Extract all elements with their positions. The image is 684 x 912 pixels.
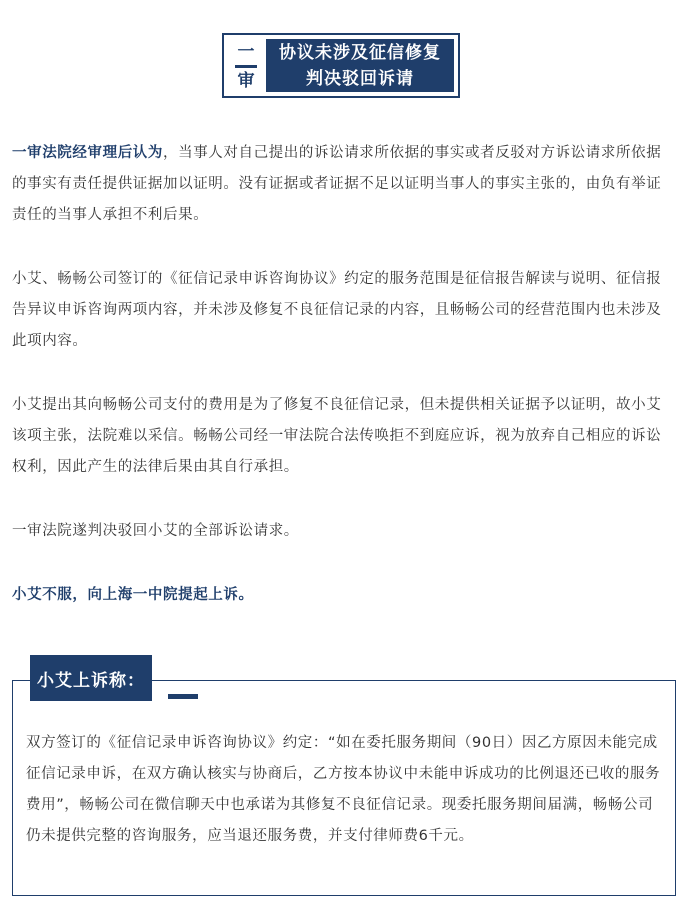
badge-divider xyxy=(235,65,257,68)
paragraph-court-reasoning xyxy=(12,138,672,231)
appeal-tab-label: 小艾上诉称： xyxy=(30,655,152,701)
paragraph-evidence: 小艾提出其向畅畅公司支付的费用是为了修复不良征信记录，但未提供相关证据予以证明，故小艾该项主张，法院难以采信。畅畅公司经一审法院合法传唤拒不到庭应诉，视为放弃自己相应的诉讼权利，因此产生的法律后果由其自行承担。 xyxy=(12,397,662,475)
section-badge xyxy=(222,33,460,98)
section-title xyxy=(266,39,454,92)
highlight-court-finding: 一审法院经审理后认为 xyxy=(12,145,163,161)
paragraph-agreement-scope: 小艾、畅畅公司签订的《征信记录申诉咨询协议》约定的服务范围是征信报告解读与说明、征信报告异议申诉咨询两项内容，并未涉及修复不良征信记录的内容，且畅畅公司的经营范围内也未涉及此项内容。 xyxy=(12,271,662,349)
badge-side-bottom: 审 xyxy=(237,71,255,91)
section-title-line2: 判决驳回诉请 xyxy=(306,68,414,89)
appeal-accent-bar xyxy=(168,694,198,699)
appeal-text: 双方签订的《征信记录申诉咨询协议》约定：“如在委托服务期间（90日）因乙方原因未能完成征信记录申诉，在双方确认核实与协商后，乙方按本协议中未能申诉成功的比例退还已收的服务费用”，畅畅公司在微信聊天中也承诺为其修复不良征信记录。现委托服务期间届满，畅畅公司仍未提供完整的咨询服务，应当退还服务费，并支付律师费6千元。 xyxy=(26,735,661,844)
badge-side-label xyxy=(228,39,264,94)
badge-side-top: 一 xyxy=(237,42,255,62)
paragraph-appeal-notice: 小艾不服，向上海一中院提起上诉。 xyxy=(12,587,254,603)
section-title-line1: 协议未涉及征信修复 xyxy=(279,42,441,63)
paragraph-court-reasoning-text: ，当事人对自己提出的诉讼请求所依据的事实或者反驳对方诉讼请求所依据的事实有责任提供证据加以证明。没有证据或者证据不足以证明当事人的事实主张的，由负有举证责任的当事人承担不利后果。 xyxy=(12,145,662,223)
article-body xyxy=(12,138,672,644)
paragraph-judgment: 一审法院遂判决驳回小艾的全部诉讼请求。 xyxy=(12,523,299,539)
